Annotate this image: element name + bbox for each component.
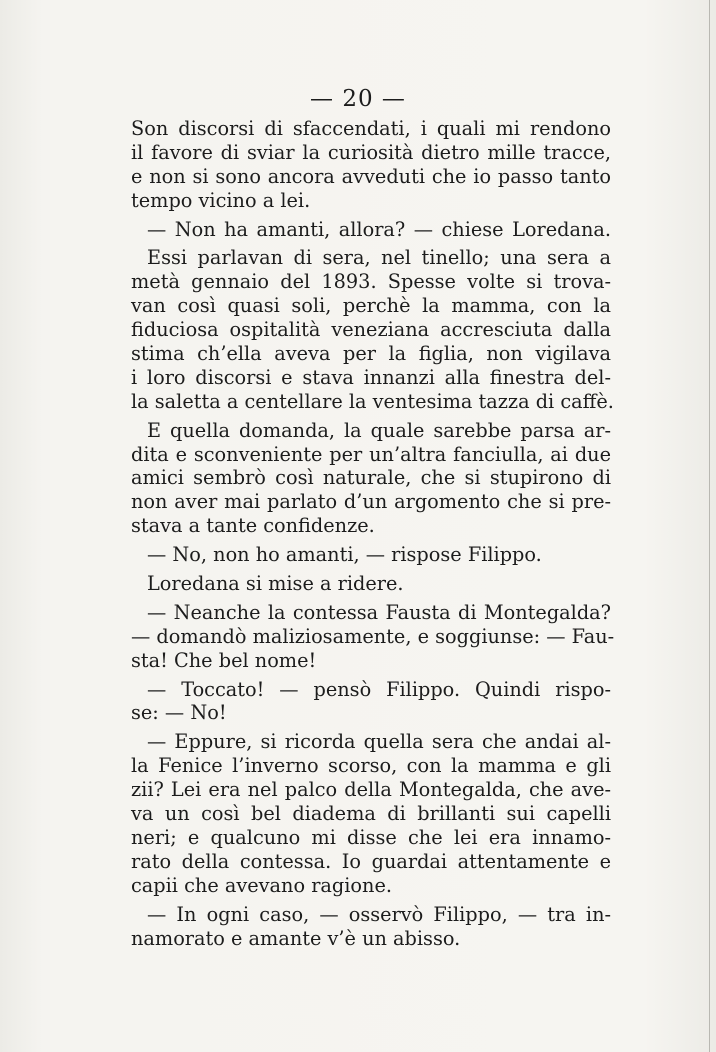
- text-line: — Non ha amanti, allora? — chiese Loredana.: [147, 217, 611, 241]
- text-line: va un così bel diadema di brillanti sui capelli: [131, 802, 611, 826]
- text-line: la saletta a centellare la ventesima tazza di caffè.: [131, 389, 614, 413]
- text-line: fiduciosa ospitalità veneziana accresciuta dalla: [131, 318, 611, 342]
- text-line: namorato e amante v’è un abisso.: [131, 926, 461, 950]
- text-line: zii? Lei era nel palco della Montegalda, che ave-: [131, 778, 611, 802]
- text-line: i loro discorsi e stava innanzi alla finestra del-: [131, 365, 611, 389]
- text-line: Essi parlavan di sera, nel tinello; una sera a: [147, 246, 611, 270]
- text-line: — domandò maliziosamente, e soggiunse: — Fau-: [131, 624, 615, 648]
- text-line: non aver mai parlato d’un argomento che si pre-: [131, 490, 611, 514]
- text-line: — No, non ho amanti, — rispose Filippo.: [147, 543, 542, 567]
- text-line: rato della contessa. Io guardai attentamente e: [131, 849, 611, 873]
- text-line: la Fenice l’inverno scorso, con la mamma e gli: [131, 754, 611, 778]
- page-edge: [709, 0, 710, 1052]
- body-text: [131, 117, 615, 950]
- text-line: — Eppure, si ricorda quella sera che andai al-: [147, 730, 611, 754]
- text-line: se: — No!: [131, 701, 227, 725]
- text-line: amici sembrò così naturale, che si stupirono di: [131, 466, 611, 490]
- text-line: neri; e qualcuno mi disse che lei era innamo-: [131, 825, 611, 849]
- text-line: stava a tante confidenze.: [131, 514, 375, 538]
- text-line: capii che avevano ragione.: [131, 873, 392, 897]
- text-line: van così quasi soli, perchè la mamma, con la: [131, 294, 611, 318]
- text-line: tempo vicino a lei.: [131, 188, 311, 212]
- text-line: il favore di sviar la curiosità dietro mille tracce,: [131, 140, 611, 164]
- page-number: — 20 —: [310, 86, 406, 112]
- text-line: — Toccato! — pensò Filippo. Quindi rispo-: [147, 677, 611, 701]
- text-line: e non si sono ancora avveduti che io passo tanto: [131, 164, 611, 188]
- text-line: — Neanche la contessa Fausta di Montegalda?: [147, 600, 611, 624]
- text-line: sta! Che bel nome!: [131, 648, 317, 672]
- text-line: Loredana si mise a ridere.: [147, 572, 404, 596]
- text-line: dita e sconveniente per un’altra fanciulla, ai due: [131, 442, 611, 466]
- text-line: E quella domanda, la quale sarebbe parsa ar-: [147, 418, 611, 442]
- text-line: stima ch’ella aveva per la figlia, non vigilava: [131, 342, 611, 366]
- text-line: — In ogni caso, — osservò Filippo, — tra in-: [147, 902, 611, 926]
- text-line: metà gennaio del 1893. Spesse volte si trova-: [131, 270, 611, 294]
- text-line: Son discorsi di sfaccendati, i quali mi rendono: [131, 117, 611, 140]
